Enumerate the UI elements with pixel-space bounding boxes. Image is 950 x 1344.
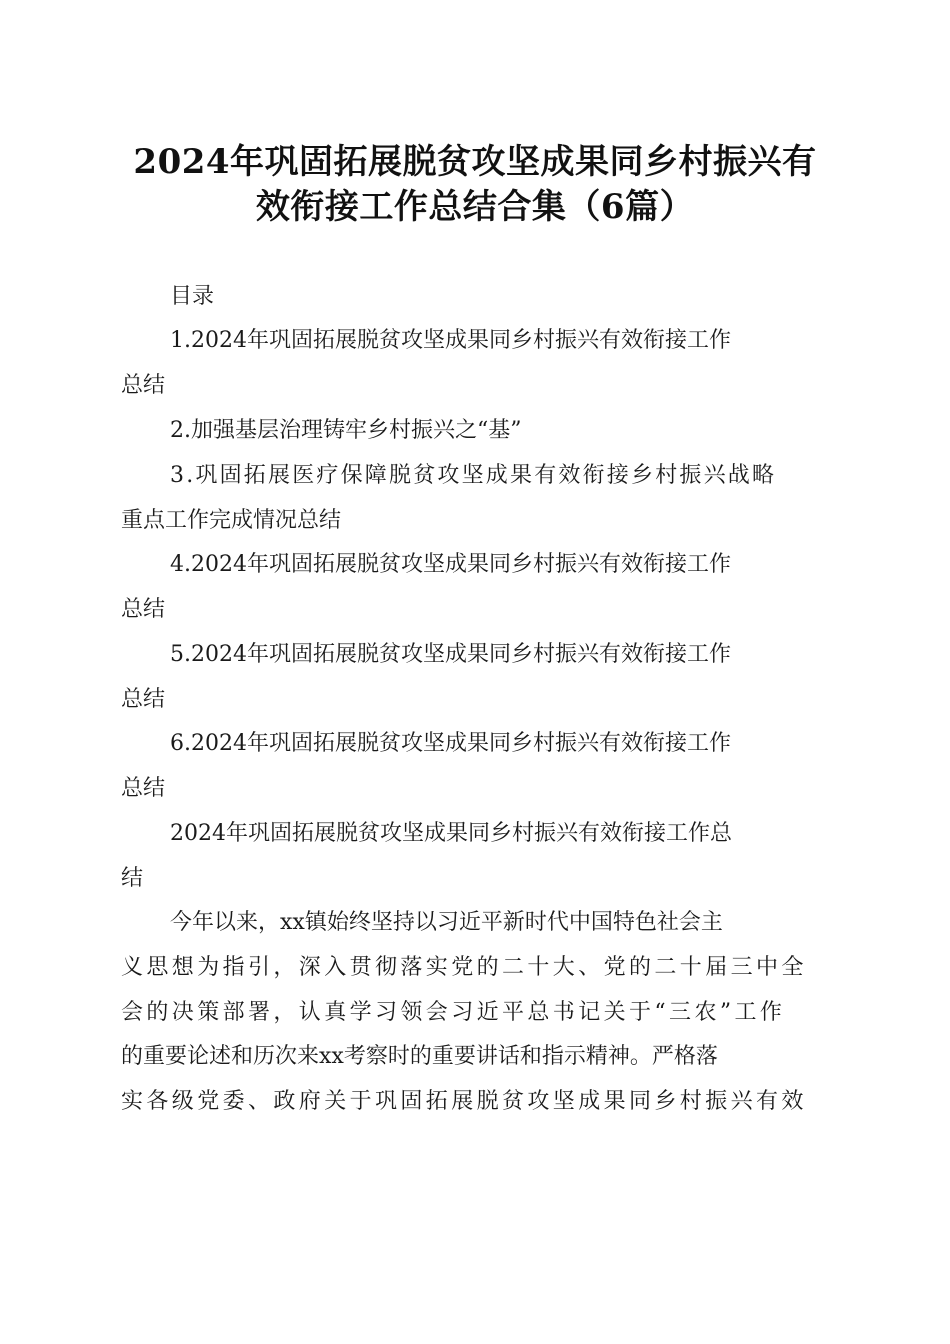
body-paragraph-line-1: 今年以来，xx镇始终坚持以习近平新时代中国特色社会主 [170, 910, 723, 935]
toc-item-2-line-1: 2.加强基层治理铸牢乡村振兴之“基” [170, 418, 522, 443]
body-paragraph-line-3: 会的决策部署，认真学习领会习近平总书记关于“三农”工作 [121, 1000, 786, 1025]
toc-item-4-line-1: 4.2024年巩固拓展脱贫攻坚成果同乡村振兴有效衔接工作 [170, 552, 731, 577]
toc-item-3-line-1: 3.巩固拓展医疗保障脱贫攻坚成果有效衔接乡村振兴战略 [170, 463, 777, 488]
toc-item-1-line-2: 总结 [121, 373, 166, 398]
section-title-line-1: 2024年巩固拓展脱贫攻坚成果同乡村振兴有效衔接工作总 [170, 821, 732, 846]
toc-item-3-line-2: 重点工作完成情况总结 [121, 508, 342, 533]
toc-item-1-line-1: 1.2024年巩固拓展脱贫攻坚成果同乡村振兴有效衔接工作 [170, 328, 731, 353]
toc-item-5-line-2: 总结 [121, 687, 166, 712]
toc-item-5-line-1: 5.2024年巩固拓展脱贫攻坚成果同乡村振兴有效衔接工作 [170, 642, 731, 667]
toc-item-4-line-2: 总结 [121, 597, 166, 622]
body-paragraph-line-4: 的重要论述和历次来xx考察时的重要讲话和指示精神。严格落 [121, 1044, 718, 1069]
document-title-line-2: 效衔接工作总结合集（6篇） [255, 187, 695, 227]
body-paragraph-line-2: 义思想为指引，深入贯彻落实党的二十大、党的二十届三中全 [121, 955, 807, 980]
document-title-line-1: 2024年巩固拓展脱贫攻坚成果同乡村振兴有 [133, 142, 817, 182]
section-title-line-2: 结 [121, 866, 144, 891]
toc-item-6-line-2: 总结 [121, 776, 166, 801]
toc-heading: 目录 [170, 284, 215, 309]
toc-item-6-line-1: 6.2024年巩固拓展脱贫攻坚成果同乡村振兴有效衔接工作 [170, 731, 731, 756]
body-paragraph-line-5: 实各级党委、政府关于巩固拓展脱贫攻坚成果同乡村振兴有效 [121, 1089, 807, 1114]
